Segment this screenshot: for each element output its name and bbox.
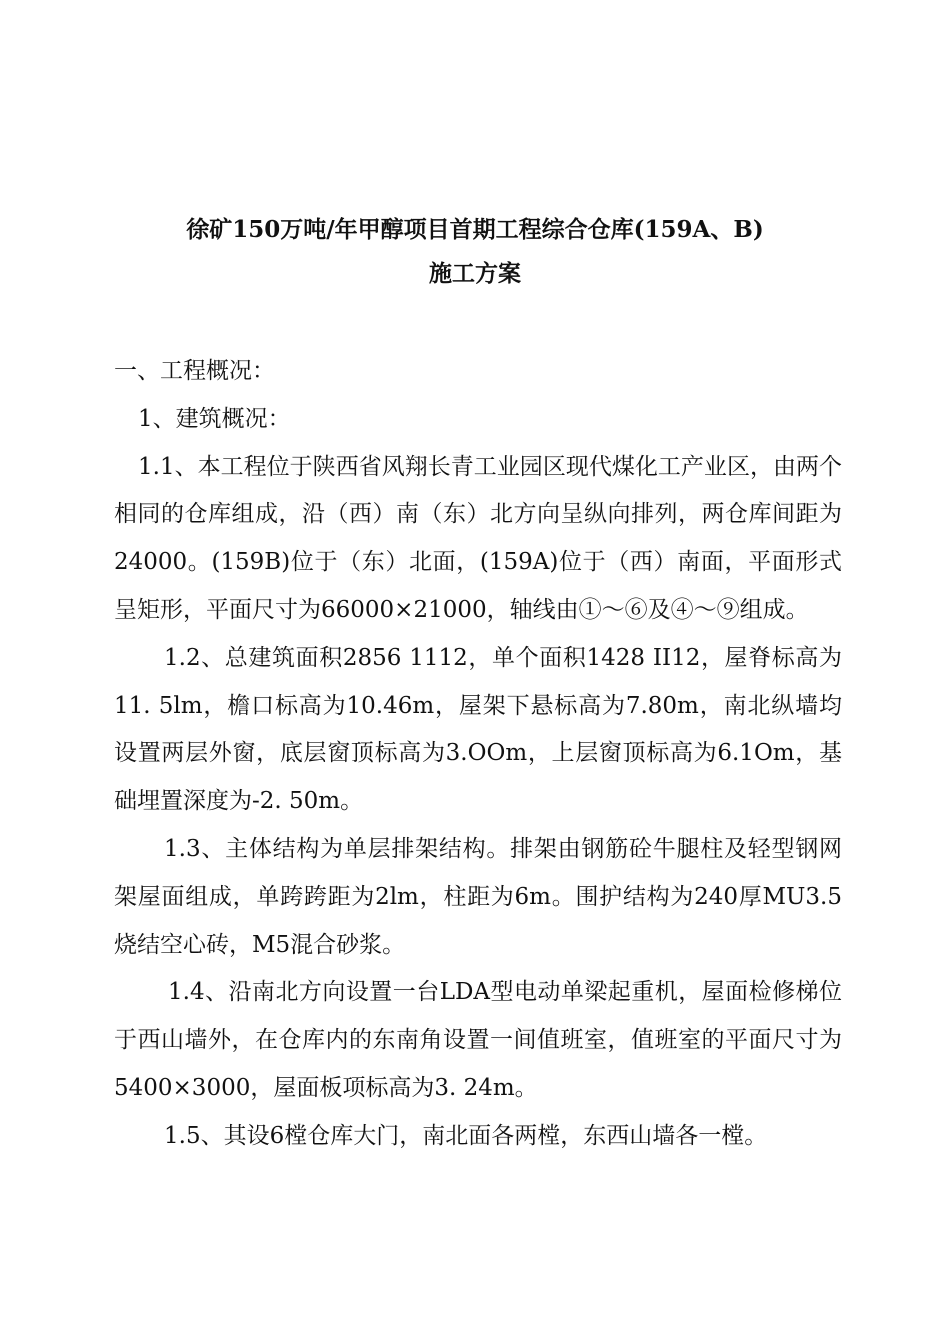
title-line-1: 徐矿150万吨/年甲醇项目首期工程综合仓库(159A、B): [186, 216, 764, 243]
title-line-2: 施工方案: [429, 260, 521, 287]
paragraph-1-4: 1.4、沿南北方向设置一台LDA型电动单梁起重机，屋面检修梯位于西山墙外，在仓库内的东南角设置一间值班室，值班室的平面尺寸为5400×3000，屋面板项标高为3. 24m。: [114, 979, 842, 1101]
paragraph-1-2: 1.2、总建筑面积2856 1112，单个面积1428 II12，屋脊标高为11. 5lm，檐口标高为10.46m，屋架下悬标高为7.80m，南北纵墙均设置两层外窗，底层窗顶标高为3.OOm，上层窗顶标高为6.1Om，基础埋置深度为-2. 50m。: [114, 644, 842, 815]
section-heading-project-overview: 一、工程概况：: [114, 358, 275, 384]
paragraph-1-5: 1.5、其设6樘仓库大门，南北面各两樘，东西山墙各一樘。: [164, 1122, 768, 1149]
subsection-heading-building-overview: 1、建筑概况：: [138, 405, 291, 432]
document-body: [114, 348, 842, 1161]
paragraph-1-3: 1.3、主体结构为单层排架结构。排架由钢筋砼牛腿柱及轻型钢网架屋面组成，单跨跨距为2lm，柱距为6m。围护结构为240厚MU3.5烧结空心砖，M5混合砂浆。: [114, 835, 842, 958]
paragraph-1-1: 1.1、本工程位于陕西省风翔长青工业园区现代煤化工产业区，由两个相同的仓库组成，沿（西）南（东）北方向呈纵向排列，两仓库间距为24000。(159B)位于（东）北面，(159A)位于（西）南面，平面形式呈矩形，平面尺寸为66000×21000，轴线由①～⑥及④～⑨组成。: [114, 453, 842, 623]
document-title: [0, 208, 950, 296]
